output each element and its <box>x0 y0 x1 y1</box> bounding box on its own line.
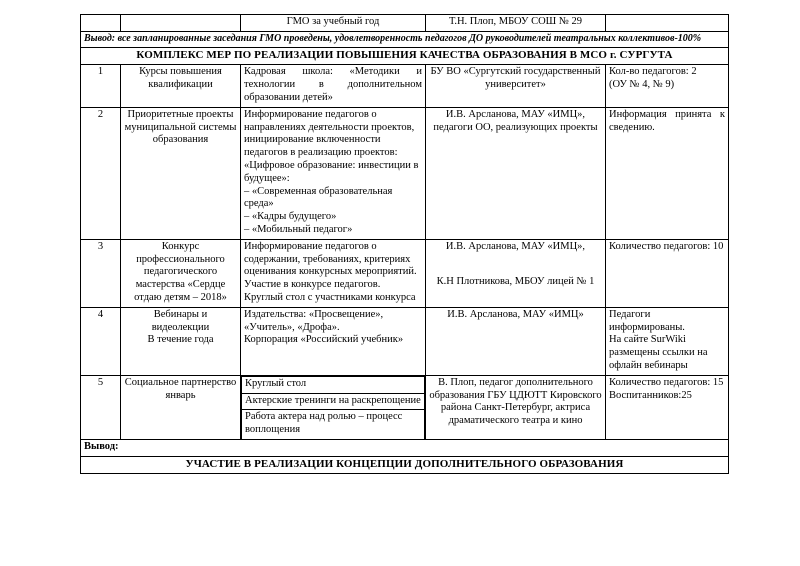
row-direction <box>121 307 241 375</box>
row-content-line-3: Круглый стол с участниками конкурса <box>244 291 416 303</box>
table-row <box>81 307 729 375</box>
row-direction-line-1: Социальное партнерство <box>124 376 237 388</box>
table-row-conclusion-top <box>81 31 729 47</box>
row-number: 2 <box>81 107 121 239</box>
row-result-line-1: Количество педагогов: 15 <box>609 376 724 388</box>
row-direction: Приоритетные проекты муниципальной системы образования <box>121 107 241 239</box>
row-result-line-2: На сайте SurWiki размещены ссылки на офлайн вебинары <box>609 334 708 371</box>
row-content-line-2: Участие в конкурсе педагогов. <box>244 279 381 291</box>
table-row-header <box>81 15 729 32</box>
subcell-row <box>242 393 425 410</box>
table-row <box>81 65 729 107</box>
table-row <box>81 239 729 307</box>
row-content <box>241 307 426 375</box>
row-number: 4 <box>81 307 121 375</box>
row-number: 1 <box>81 65 121 107</box>
row-result-line-1: Кол-во педагогов: 2 <box>609 66 697 78</box>
header-cell-direction <box>121 15 241 32</box>
footer-banner-title: УЧАСТИЕ В РЕАЛИЗАЦИИ КОНЦЕПЦИИ ДОПОЛНИТЕЛЬНОГО ОБРАЗОВАНИЯ <box>81 456 729 473</box>
row-content-line-1: Информирование педагогов о содержании, требованиях, критериях оценивания конкурсных мероприятий. <box>244 240 417 278</box>
row-content: Кадровая школа: «Методики и технологии в дополнительном образовании детей» <box>241 65 426 107</box>
row-result <box>606 65 729 107</box>
row-responsible: В. Плоп, педагог дополнительного образования ГБУ ЦДЮТТ Кировского района Санкт-Петербург, актриса драматического театра и кино <box>426 375 606 439</box>
table-row-footer-banner <box>81 456 729 473</box>
row-content-subtable <box>241 376 425 439</box>
row-result-line-2: Воспитанников:25 <box>609 389 692 401</box>
header-cell-result <box>606 15 729 32</box>
row-content-line-4: – «Кадры будущего» <box>244 211 337 223</box>
header-cell-num <box>81 15 121 32</box>
row-direction-line-2: В течение года <box>147 334 214 346</box>
row-responsible: БУ ВО «Сургутский государственный университет» <box>426 65 606 107</box>
row-result-line-1: Педагоги информированы. <box>609 308 685 333</box>
row-content-subcell-2: Актерские тренинги на раскрепощение <box>242 393 425 410</box>
row-result: Информация принята к сведению. <box>606 107 729 239</box>
row-result: Количество педагогов: 10 <box>606 239 729 307</box>
section-banner-title: КОМПЛЕКС МЕР ПО РЕАЛИЗАЦИИ ПОВЫШЕНИЯ КАЧЕСТВА ОБРАЗОВАНИЯ В МСО г. СУРГУТА <box>81 47 729 64</box>
table-row-section-banner <box>81 47 729 64</box>
header-cell-responsible: Т.Н. Плоп, МБОУ СОШ № 29 <box>426 15 606 32</box>
report-table <box>80 14 729 474</box>
row-content <box>241 107 426 239</box>
row-content-line-3: – «Современная образовательная среда» <box>244 185 393 210</box>
table-row <box>81 375 729 439</box>
row-content-line-1: Издательства: «Просвещение», «Учитель», «Дрофа». <box>244 308 384 333</box>
subcell-row <box>242 410 425 439</box>
row-content-line-2: «Цифровое образование: инвестиции в будущее»: <box>244 159 419 184</box>
conclusion-bottom-text: Вывод: <box>81 439 729 456</box>
row-number: 5 <box>81 375 121 439</box>
row-responsible-line-1: И.В. Арсланова, МАУ «ИМЦ», <box>445 240 586 252</box>
row-content-subcell-3: Работа актера над ролью – процесс воплощения <box>242 410 425 439</box>
subcell-row <box>242 376 425 393</box>
header-cell-content: ГМО за учебный год <box>241 15 426 32</box>
row-responsible-line-2: К.Н Плотникова, МБОУ лицей № 1 <box>436 275 595 287</box>
row-direction: Конкурс профессионального педагогического мастерства «Сердце отдаю детям – 2018» <box>121 239 241 307</box>
row-content <box>241 239 426 307</box>
row-content-subtable-cell <box>241 375 426 439</box>
row-content-line-1: Информирование педагогов о направлениях деятельности проектов, инициирование включенности педагогов в реализацию проектов: <box>244 108 415 159</box>
row-result <box>606 375 729 439</box>
row-number: 3 <box>81 239 121 307</box>
table-row <box>81 107 729 239</box>
table-row-conclusion-bottom <box>81 439 729 456</box>
row-direction <box>121 375 241 439</box>
row-responsible: И.В. Арсланова, МАУ «ИМЦ» <box>426 307 606 375</box>
row-responsible <box>426 239 606 307</box>
row-responsible-spacer-2 <box>429 265 602 276</box>
row-direction-line-2: январь <box>165 389 196 401</box>
row-responsible: И.В. Арсланова, МАУ «ИМЦ», педагоги ОО, реализующих проекты <box>426 107 606 239</box>
row-content-line-2: Корпорация «Российский учебник» <box>244 334 404 346</box>
row-direction-line-1: Вебинары и видеолекции <box>151 308 210 333</box>
row-result <box>606 307 729 375</box>
row-content-line-5: – «Мобильный педагог» <box>244 223 353 235</box>
row-responsible-spacer <box>429 254 602 265</box>
row-content-subcell-1: Круглый стол <box>242 376 425 393</box>
conclusion-top-text: Вывод: все запланированные заседания ГМО проведены, удовлетворенность педагогов ДО руководителей театральных коллективов-100% <box>81 31 729 47</box>
row-result-line-2: (ОУ № 4, № 9) <box>609 79 675 91</box>
row-direction: Курсы повышения квалификации <box>121 65 241 107</box>
